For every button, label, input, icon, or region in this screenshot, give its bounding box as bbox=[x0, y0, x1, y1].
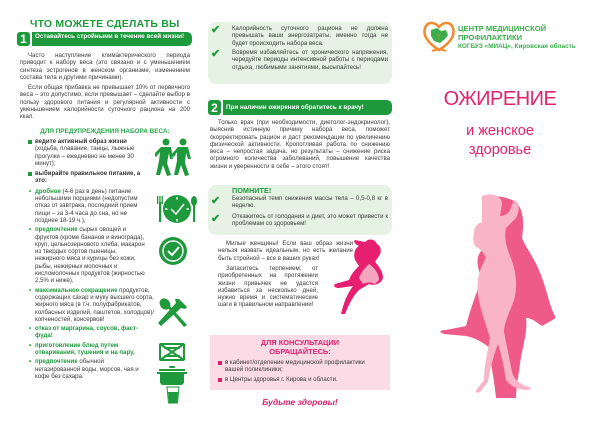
step-2-title: При наличии ожирения обратитесь к врачу! bbox=[223, 100, 392, 115]
svg-text:T: T bbox=[437, 35, 441, 41]
runners-icon bbox=[155, 138, 195, 180]
consult-title-line-2: ОБРАЩАЙТЕСЬ: bbox=[269, 346, 331, 356]
checkmark-icon: ✔ bbox=[211, 195, 221, 207]
sub-item-no-margarine: • отказ от маргарина, соусов, фаст-фуда! bbox=[29, 325, 139, 340]
subtitle-line-2: здоровье bbox=[468, 142, 532, 158]
org-line-1: ЦЕНТР МЕДИЦИНСКОЙ bbox=[458, 24, 547, 33]
bullet-square-icon bbox=[28, 140, 32, 144]
checkmark-circle-icon bbox=[158, 236, 188, 266]
main-title: ОЖИРЕНИЕ bbox=[443, 88, 557, 110]
subtitle bbox=[400, 122, 600, 160]
left-heading: ЧТО МОЖЕТЕ СДЕЛАТЬ ВЫ bbox=[30, 18, 180, 30]
right-panel bbox=[400, 0, 600, 425]
doctor-text: Только врач (при необходимости, диетолог-эндокринолог), выяснив истинную причину набора веса, поможет скорректировать рацион и даст рекомендации по увеличению физической активности. Кропотливая работа по снижению веса – непростая задача, но результаты – снижение риска огромного количества заболеваний, повышение качества жизни и уверенности в себе – этого стоят! bbox=[210, 119, 390, 170]
bullet-dot-icon: • bbox=[29, 187, 32, 195]
org-line-2: ПРОФИЛАКТИКИ bbox=[458, 33, 523, 42]
bullet-square-icon bbox=[28, 172, 32, 176]
bullet-dot-icon: • bbox=[29, 358, 32, 366]
step-2-badge bbox=[208, 100, 392, 115]
checkmark-icon: ✔ bbox=[211, 24, 221, 36]
pot-icon bbox=[156, 366, 188, 386]
checkmark-icon: ✔ bbox=[211, 213, 221, 225]
bullet-square-icon bbox=[218, 361, 222, 365]
prevention-list bbox=[28, 138, 155, 380]
sitting-woman-silhouette bbox=[325, 238, 400, 318]
sub-item-preference-food: • предпочтение сырых овощей и фруктов (кроме бананов и винограда), круп, цельнозернового хлеба, макарон из твердых сортов пшеницы, нежирного мяса и курицы без кожи, рыбы, нежирных молочных и кисломолочных продуктов (жирностью 2,5% и ниже), bbox=[29, 226, 145, 285]
bullet-square-icon bbox=[218, 378, 222, 382]
remember-box bbox=[208, 185, 392, 235]
sub-item-fractional: • дробное (4-6 раз в день) питание небольшими порциями (недопустим отказ от завтрака, последний прием пищи – за 3-4 часа до сна, но не позднее 18-19 ч.), bbox=[29, 187, 138, 224]
consult-box bbox=[210, 335, 390, 390]
clock-fork-spoon-icon bbox=[155, 192, 199, 226]
bullet-dot-icon: • bbox=[29, 286, 32, 294]
bullet-dot-icon: • bbox=[29, 341, 32, 349]
bullet-dot-icon: • bbox=[29, 226, 32, 234]
remember-item-1: Безопасный темп снижения массы тела – 0,5-0,8 кг в неделю. bbox=[232, 195, 388, 210]
patience-text: Запаситесь терпением: от приобретенных на протяжении жизни привычек не удастся избавиться за несколько дней, нужно время и систематические шаги в правильном направлении! bbox=[218, 265, 318, 309]
spoon-fork-cross-icon bbox=[157, 297, 189, 327]
step-1-number: 1 bbox=[17, 32, 30, 46]
organization-name bbox=[458, 24, 576, 51]
intro-paragraph-2: Если общая прибавка не превышает 10% от первичного веса – это допустимо, если превышает – сделайте выбор в пользу здорового питания и регулярной активности с уменьшением калорийности суточного рациона на 200 ккал. bbox=[20, 84, 190, 121]
bullet-dot-icon: • bbox=[29, 325, 32, 333]
org-line-3: КОГБУЗ «МИАЦ», Кировская область bbox=[458, 43, 576, 50]
left-panel bbox=[0, 0, 200, 425]
closing-text: Будьте здоровы! bbox=[262, 397, 338, 407]
step-1-badge bbox=[17, 32, 192, 46]
consult-item-2: в Центры здоровья г. Кирова и области. bbox=[218, 376, 382, 383]
tips-box bbox=[208, 22, 392, 84]
checkmark-icon: ✔ bbox=[211, 48, 221, 60]
tip-calories: Калорийность суточного рациона не должна превышать ваши энергозатраты, именно тогда не будет происходить набора веса. bbox=[232, 25, 388, 47]
woman-silhouette-illustration bbox=[420, 190, 555, 420]
bullet-active: ведите активный образ жизни (ходьба, плавание, танцы, лыжные прогулки – ежедневно не менее 30 минут); bbox=[28, 138, 146, 167]
bullet-nutrition: выбирайте правильное питание, а это: bbox=[28, 170, 146, 185]
middle-panel bbox=[200, 0, 400, 425]
glass-icon bbox=[166, 386, 180, 404]
consult-item-1: в кабинет/отделение медицинской профилактики вашей поликлиники; bbox=[218, 359, 382, 374]
sub-item-water: • предпочтение обычной негазированной воды, морсов, чая и кофе без сахара. bbox=[29, 358, 139, 380]
crossed-scale-icon bbox=[158, 342, 186, 362]
intro-paragraph-1: Часто наступление климактерического периода приводит к набору веса (это связано и с уменьшением синтеза эстрогенов в женском организме, изменением состава тела и другими причинами). bbox=[20, 52, 190, 81]
sub-item-cooking: • приготовление блюд путем отваривания, тушения и на пару, bbox=[29, 341, 135, 357]
prevention-subheading: ДЛЯ ПРЕДУПРЕЖДЕНИЯ НАБОРА ВЕСА: bbox=[40, 128, 170, 135]
tip-stress: Вовремя избавляйтесь от хронического напряжения, чередуйте периоды интенсивной работы с периодами отдыха, любимыми занятиями, высыпайтесь! bbox=[232, 49, 388, 71]
subtitle-line-1: и женское bbox=[466, 123, 534, 139]
women-text: Милые женщины! Если ваш образ жизни нельзя назвать идеальным, но есть желание быть стройной – все в ваших руках! bbox=[218, 240, 353, 262]
remember-item-2: Откажитесь от голодания и диет, это может привести к проблемам со здоровьем! bbox=[232, 213, 388, 228]
step-1-title: Оставайтесь стройными в течение всей жизни! bbox=[32, 32, 192, 46]
intro-text bbox=[20, 52, 190, 121]
organization-logo-icon bbox=[422, 20, 456, 54]
consult-title-line-1: ДЛЯ КОНСУЛЬТАЦИИ bbox=[260, 338, 340, 347]
sub-item-reduction: • максимальное сокращение продуктов, содержащих сахар и муку высшего сорта, жирного мяса (в т.ч. полуфабрикатов, колбасных изделий, паштетов, холодцов)/ копченостей, консервов! bbox=[29, 286, 155, 323]
remember-title: ПОМНИТЕ! bbox=[232, 186, 272, 195]
step-2-number: 2 bbox=[208, 100, 221, 115]
